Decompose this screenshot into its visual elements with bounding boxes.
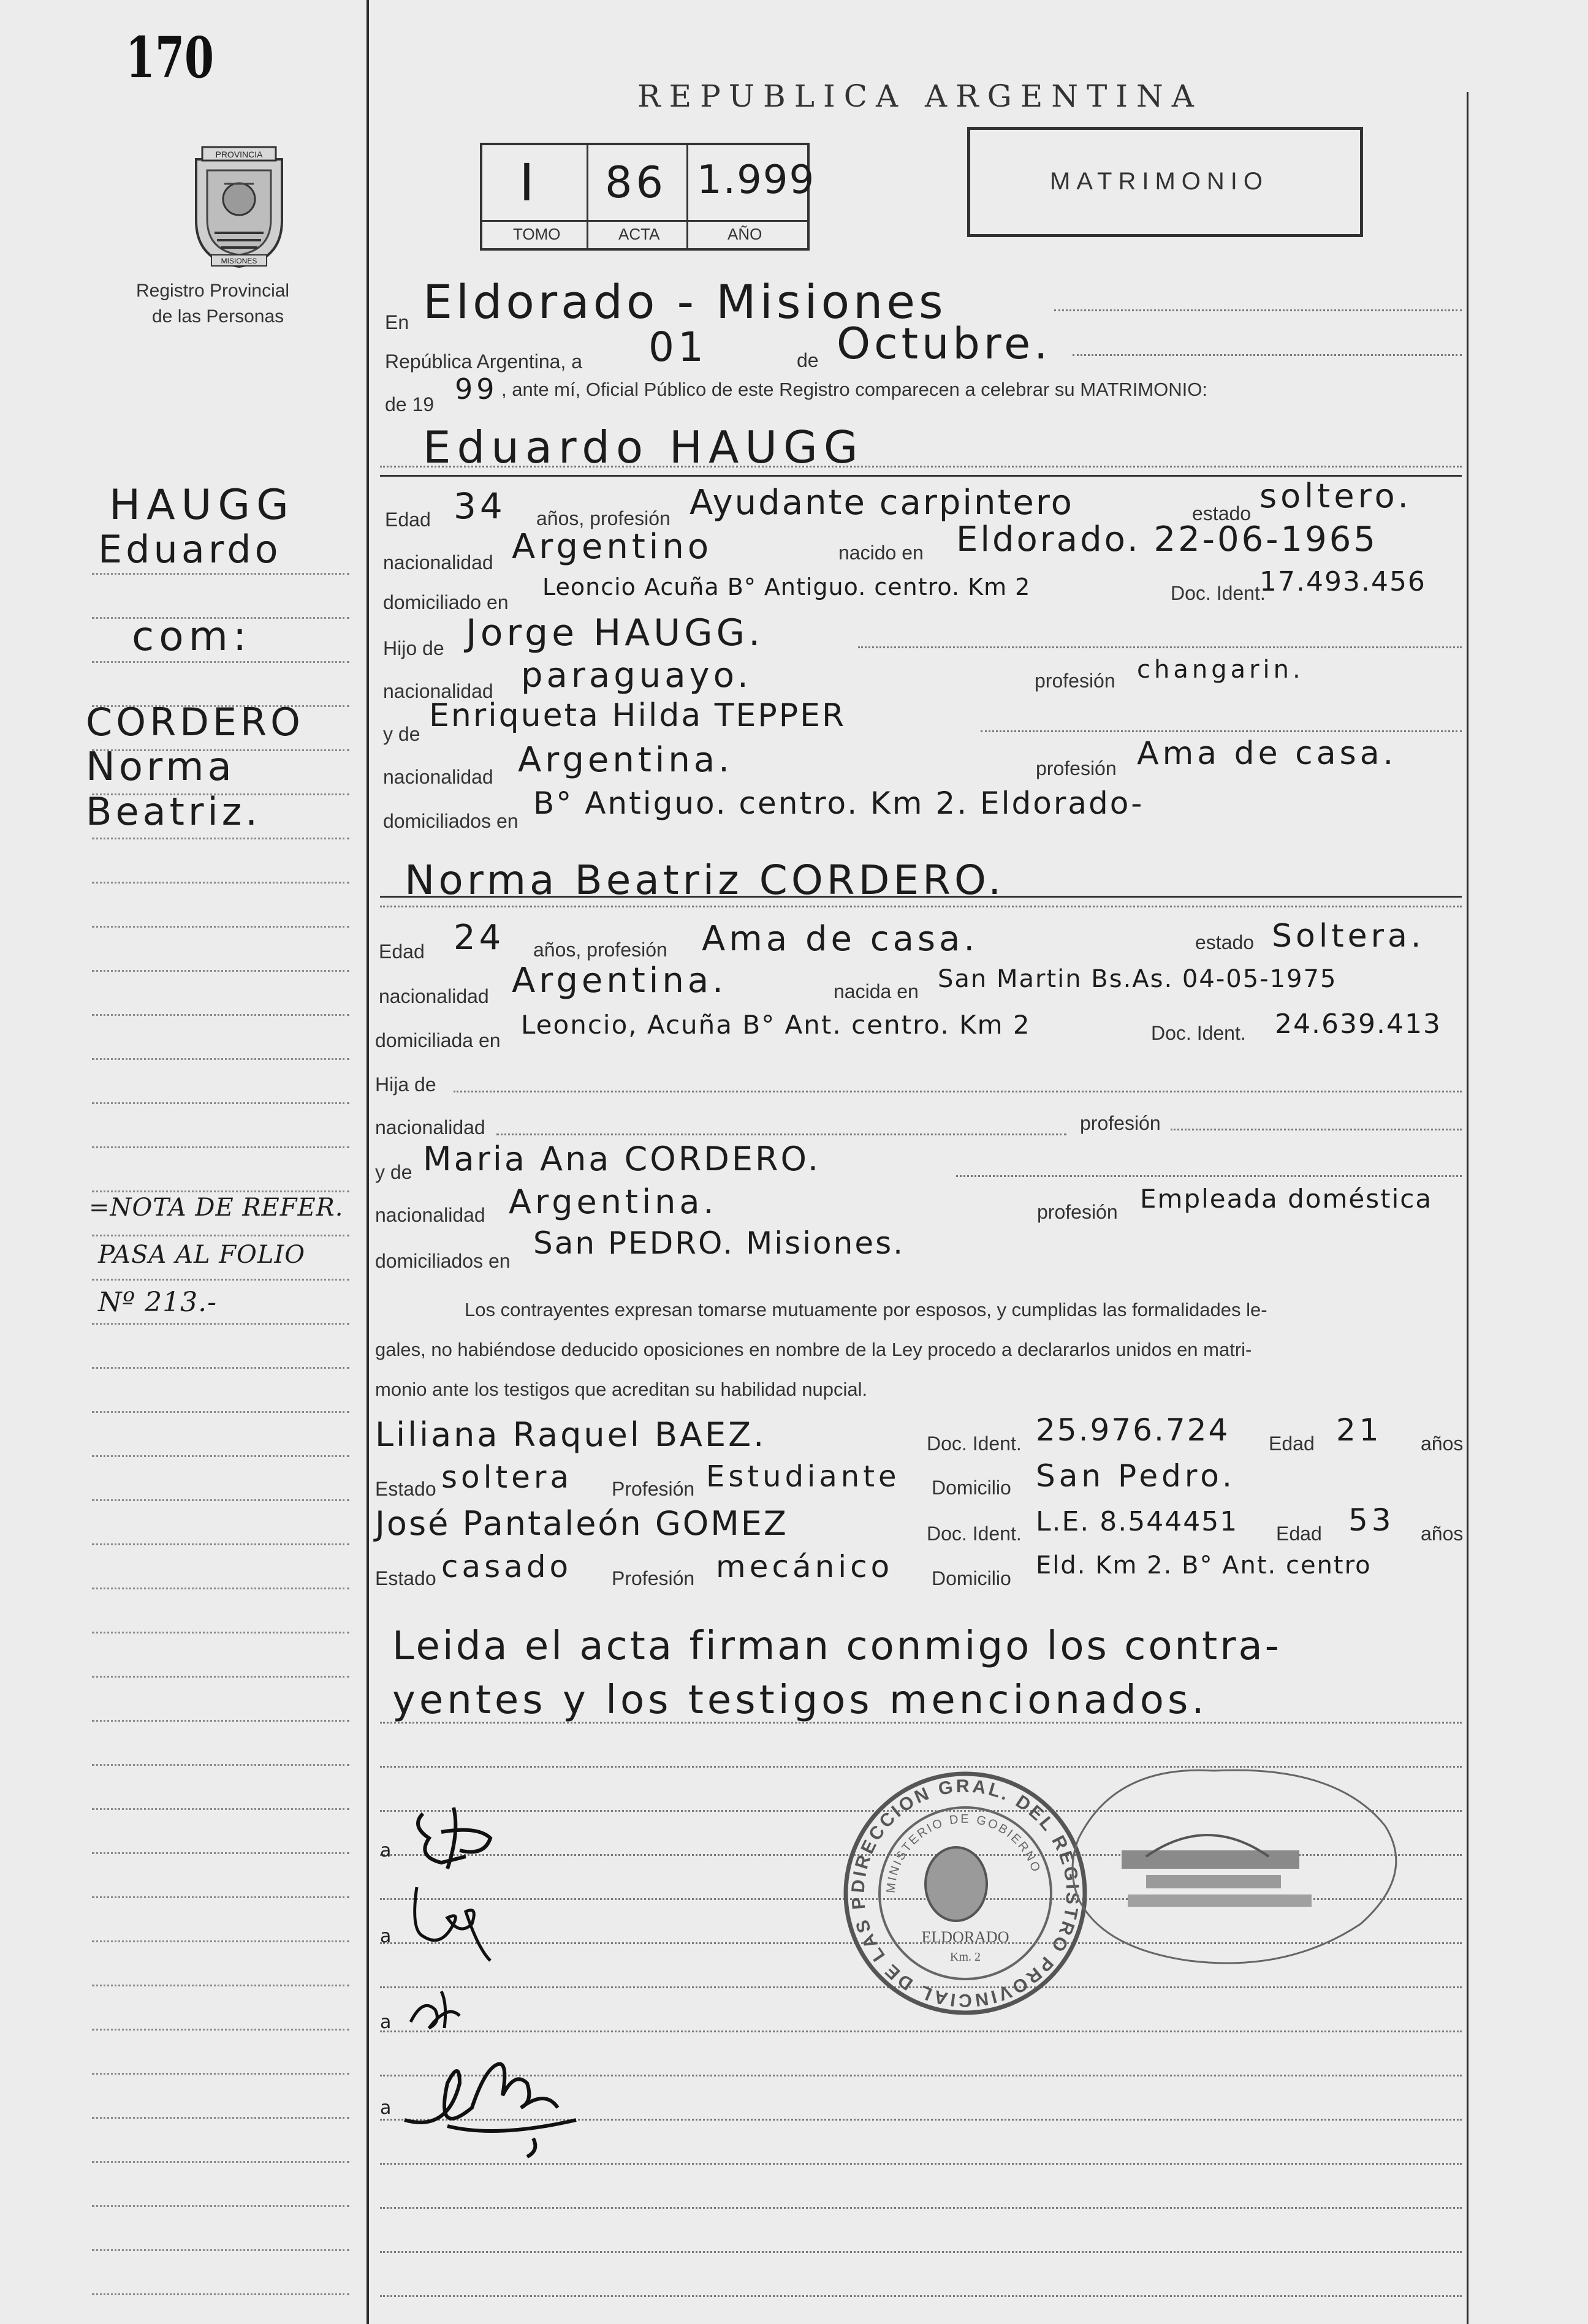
bride-age: 24 bbox=[454, 918, 505, 958]
margin-rule-line bbox=[92, 2117, 349, 2119]
margin-rule-line bbox=[92, 1896, 349, 1898]
groom-mother-label: y de bbox=[383, 723, 420, 745]
act-type-label: MATRIMONIO bbox=[1050, 168, 1269, 195]
stamp-center-sub: Km. 2 bbox=[950, 1950, 981, 1964]
svg-text:a: a bbox=[380, 1926, 392, 1947]
bride-mother-prof: Empleada doméstica bbox=[1140, 1184, 1433, 1214]
body-rule-line bbox=[380, 2207, 1462, 2209]
groom-nationality: Argentino bbox=[512, 527, 713, 567]
margin-rule-line bbox=[92, 926, 349, 928]
place-value: Eldorado - Misiones bbox=[423, 274, 947, 329]
seal-text-bottom: MISIONES bbox=[221, 257, 257, 265]
margin-rule-line bbox=[92, 1102, 349, 1104]
acta-label: ACTA bbox=[618, 225, 660, 243]
en-label: En bbox=[385, 311, 409, 333]
official-stamp bbox=[840, 1768, 1091, 2019]
bride-parents-dom-label: domiciliados en bbox=[375, 1250, 511, 1272]
margin-rule-line bbox=[92, 970, 349, 972]
margin-rule-line bbox=[92, 2249, 349, 2251]
body-rule-line bbox=[380, 2031, 1462, 2032]
margin-rule-line bbox=[92, 1852, 349, 1854]
act-type-box bbox=[967, 127, 1363, 237]
margin-rule-line bbox=[92, 1588, 349, 1589]
svg-text:a: a bbox=[380, 2012, 392, 2033]
signature-2 bbox=[374, 1875, 533, 1973]
bride-address: Leoncio, Acuña B° Ant. centro. Km 2 bbox=[521, 1010, 1031, 1040]
body-rule-line bbox=[380, 2251, 1462, 2253]
margin-note-line1: =NOTA DE REFER. bbox=[89, 1194, 344, 1222]
closing-line2: yentes y los testigos mencionados. bbox=[392, 1678, 1208, 1723]
witness2-anos-label: años bbox=[1421, 1523, 1464, 1545]
body-rule-line bbox=[380, 1722, 1462, 1724]
groom-nacido-label: nacido en bbox=[838, 542, 924, 564]
margin-rule-line bbox=[92, 1632, 349, 1633]
volume-table bbox=[480, 143, 816, 251]
margin-spouse-name2: Beatriz. bbox=[86, 789, 261, 834]
witness1-doc: 25.976.724 bbox=[1036, 1412, 1230, 1448]
month-value: Octubre. bbox=[837, 319, 1052, 369]
margin-rule-line bbox=[92, 793, 349, 795]
witness2-estado-label: Estado bbox=[375, 1567, 436, 1589]
body-rule-line bbox=[380, 2295, 1462, 2297]
de-label: de bbox=[797, 349, 819, 371]
svg-text:a: a bbox=[380, 2097, 392, 2119]
groom-father-prof: changarin. bbox=[1137, 656, 1304, 684]
bride-dom-label: domiciliada en bbox=[375, 1029, 501, 1051]
witness1-estado-label: Estado bbox=[375, 1478, 436, 1500]
margin-rule-line bbox=[92, 1279, 349, 1281]
statement-line2: gales, no habiéndose deducido oposiciones en nombre de la Ley procedo a declararlos unidos en matri- bbox=[375, 1339, 1252, 1360]
bride-full-name: Norma Beatriz CORDERO. bbox=[405, 857, 1005, 904]
svg-text:a: a bbox=[380, 1840, 392, 1861]
margin-rule-line bbox=[92, 838, 349, 839]
witness2-edad-label: Edad bbox=[1276, 1523, 1322, 1545]
margin-rule-line bbox=[92, 1764, 349, 1766]
groom-address: Leoncio Acuña B° Antiguo. centro. Km 2 bbox=[542, 573, 1031, 600]
groom-edad-label: Edad bbox=[385, 509, 431, 531]
groom-nac-label: nacionalidad bbox=[383, 551, 493, 573]
registry-name-line1: Registro Provincial bbox=[136, 281, 290, 301]
witness2-estado: casado bbox=[441, 1549, 572, 1584]
bride-edad-label: Edad bbox=[379, 941, 425, 963]
margin-surname: HAUGG bbox=[109, 481, 295, 529]
groom-father: Jorge HAUGG. bbox=[466, 611, 764, 654]
margin-rule-line bbox=[92, 1323, 349, 1325]
margin-rule-line bbox=[92, 749, 349, 751]
margin-rule-line bbox=[92, 1808, 349, 1810]
tomo-value: I bbox=[519, 153, 538, 213]
witness2-age: 53 bbox=[1348, 1502, 1395, 1538]
stamp-ring-text: DIRECCION GRAL. DEL REGISTRO PROVINCIAL DE LAS P bbox=[848, 1776, 1083, 2011]
groom-father-nat-label: nacionalidad bbox=[383, 680, 493, 702]
bride-mother-nat-label: nacionalidad bbox=[375, 1204, 485, 1226]
bride-nationality: Argentina. bbox=[512, 961, 727, 1001]
bride-parents-dom: San PEDRO. Misiones. bbox=[533, 1225, 905, 1261]
margin-note-line3: Nº 213.- bbox=[98, 1287, 218, 1318]
bride-birth: San Martin Bs.As. 04-05-1975 bbox=[938, 965, 1337, 993]
margin-rule-line bbox=[92, 1146, 349, 1148]
republic-date-label: República Argentina, a bbox=[385, 350, 582, 373]
margin-rule-line bbox=[92, 2205, 349, 2207]
right-margin-line bbox=[1467, 92, 1468, 2324]
groom-estado: soltero. bbox=[1259, 477, 1412, 515]
groom-parents-dom-label: domiciliados en bbox=[383, 810, 519, 832]
margin-spouse-name1: Norma bbox=[86, 744, 235, 790]
margin-rule-line bbox=[92, 1676, 349, 1678]
page-number: 170 bbox=[126, 25, 215, 91]
bride-mother-nat: Argentina. bbox=[509, 1183, 718, 1221]
day-value: 01 bbox=[648, 324, 707, 371]
margin-note-line2: PASA AL FOLIO bbox=[98, 1241, 305, 1269]
witness2-doc: L.E. 8.544451 bbox=[1036, 1506, 1239, 1537]
witness1-prof-label: Profesión bbox=[612, 1478, 695, 1500]
groom-mother-nat-label: nacionalidad bbox=[383, 766, 493, 788]
margin-rule-line bbox=[92, 2029, 349, 2031]
bride-mother-label: y de bbox=[375, 1161, 412, 1183]
groom-father-label: Hijo de bbox=[383, 637, 444, 659]
bride-father-nat-label: nacionalidad bbox=[375, 1116, 485, 1138]
seal-text-top: PROVINCIA bbox=[215, 150, 263, 159]
bride-estado-label: estado bbox=[1195, 931, 1255, 953]
groom-mother-prof-label: profesión bbox=[1036, 757, 1117, 779]
margin-rule-line bbox=[92, 1720, 349, 1722]
margin-rule-line bbox=[92, 1543, 349, 1545]
groom-birth: Eldorado. 22-06-1965 bbox=[956, 520, 1378, 559]
margin-name: Eduardo bbox=[98, 527, 282, 572]
groom-father-nat: paraguayo. bbox=[521, 656, 752, 695]
margin-rule-line bbox=[92, 1455, 349, 1457]
witness1-estado: soltera bbox=[441, 1459, 573, 1495]
witness2-name: José Pantaleón GOMEZ bbox=[375, 1504, 788, 1543]
signature-3 bbox=[374, 1973, 533, 2046]
witness2-doc-label: Doc. Ident. bbox=[927, 1523, 1022, 1545]
margin-rule-line bbox=[92, 1058, 349, 1060]
year-prefix: de 19 bbox=[385, 393, 435, 415]
groom-mother-prof: Ama de casa. bbox=[1137, 735, 1397, 772]
margin-rule-line bbox=[92, 1367, 349, 1369]
anio-label: AÑO bbox=[728, 225, 762, 243]
witness1-dom-label: Domicilio bbox=[932, 1477, 1011, 1499]
groom-profession: Ayudante carpintero bbox=[690, 483, 1074, 523]
year-suffix: 99 bbox=[455, 373, 498, 406]
bride-mother-prof-label: profesión bbox=[1037, 1201, 1118, 1223]
bride-father-prof-label: profesión bbox=[1080, 1112, 1161, 1134]
margin-spouse-surname: CORDERO bbox=[86, 700, 304, 744]
bride-doc-label: Doc. Ident. bbox=[1151, 1022, 1246, 1044]
witness1-name: Liliana Raquel BAEZ. bbox=[375, 1415, 767, 1454]
margin-rule-line bbox=[92, 617, 349, 619]
groom-parents-dom: B° Antiguo. centro. Km 2. Eldorado- bbox=[533, 785, 1144, 821]
anio-value: 1.999 bbox=[697, 157, 816, 203]
groom-estado-label: estado bbox=[1192, 502, 1252, 524]
margin-rule-line bbox=[92, 1190, 349, 1192]
witness1-doc-label: Doc. Ident. bbox=[927, 1433, 1022, 1455]
witness1-age: 21 bbox=[1336, 1412, 1383, 1448]
bride-estado: Soltera. bbox=[1272, 918, 1425, 955]
acta-value: 86 bbox=[605, 157, 667, 208]
signature-1 bbox=[374, 1789, 533, 1881]
margin-rule-line bbox=[92, 1014, 349, 1016]
margin-rule-line bbox=[92, 2161, 349, 2163]
margin-rule-line bbox=[92, 1235, 349, 1236]
groom-doc: 17.493.456 bbox=[1259, 566, 1426, 597]
groom-dom-label: domiciliado en bbox=[383, 591, 509, 613]
official-signature-stamp bbox=[1054, 1752, 1422, 1979]
province-seal-icon bbox=[178, 141, 300, 270]
bride-nacida-label: nacida en bbox=[834, 980, 919, 1002]
groom-anos-label: años, profesión bbox=[536, 507, 671, 529]
witness1-edad-label: Edad bbox=[1269, 1433, 1315, 1455]
groom-doc-label: Doc. Ident. bbox=[1171, 582, 1266, 604]
witness2-domicile: Eld. Km 2. B° Ant. centro bbox=[1036, 1551, 1372, 1580]
margin-rule-line bbox=[92, 1940, 349, 1942]
bride-doc: 24.639.413 bbox=[1275, 1009, 1442, 1040]
margin-rule-line bbox=[92, 2293, 349, 2295]
witness2-prof-label: Profesión bbox=[612, 1567, 695, 1589]
bride-nac-label: nacionalidad bbox=[379, 985, 489, 1007]
groom-mother-nat: Argentina. bbox=[518, 740, 733, 780]
witness1-anos-label: años bbox=[1421, 1433, 1464, 1455]
intro-text: , ante mí, Oficial Público de este Registro comparecen a celebrar su MATRIMONIO: bbox=[501, 379, 1208, 400]
bride-father-label: Hija de bbox=[375, 1073, 436, 1096]
bride-mother: Maria Ana CORDERO. bbox=[423, 1140, 821, 1178]
margin-rule-line bbox=[92, 882, 349, 884]
republic-heading: REPUBLICA ARGENTINA bbox=[637, 78, 1202, 114]
groom-full-name: Eduardo HAUGG bbox=[423, 422, 864, 473]
witness1-domicile: San Pedro. bbox=[1036, 1458, 1236, 1494]
tomo-label: TOMO bbox=[513, 225, 561, 243]
margin-rule-line bbox=[92, 1499, 349, 1501]
groom-mother: Enriqueta Hilda TEPPER bbox=[429, 697, 846, 734]
margin-rule-line bbox=[92, 661, 349, 663]
groom-age: 34 bbox=[454, 485, 506, 527]
margin-rule-line bbox=[92, 573, 349, 575]
groom-father-prof-label: profesión bbox=[1035, 670, 1115, 692]
signature-4 bbox=[374, 2046, 607, 2169]
closing-line1: Leida el acta firman conmigo los contra- bbox=[392, 1624, 1282, 1669]
margin-con: com: bbox=[132, 613, 252, 660]
bride-anos-label: años, profesión bbox=[533, 939, 667, 961]
witness1-profession: Estudiante bbox=[706, 1459, 900, 1494]
margin-rule-line bbox=[92, 705, 349, 707]
stamp-center-text: ELDORADO bbox=[921, 1928, 1009, 1946]
left-margin-line bbox=[367, 0, 369, 2324]
registry-name-line2: de las Personas bbox=[152, 306, 284, 327]
margin-rule-line bbox=[92, 1985, 349, 1986]
margin-rule-line bbox=[92, 2073, 349, 2075]
margin-rule-line bbox=[92, 1411, 349, 1413]
witness2-profession: mecánico bbox=[716, 1549, 894, 1584]
statement-line1: Los contrayentes expresan tomarse mutuamente por esposos, y cumplidas las formalidades le- bbox=[465, 1299, 1267, 1320]
stamp-inner-text: MINISTERIO DE GOBIERNO bbox=[884, 1812, 1044, 1894]
statement-line3: monio ante los testigos que acreditan su habilidad nupcial. bbox=[375, 1379, 868, 1400]
bride-profession: Ama de casa. bbox=[702, 919, 979, 959]
witness2-dom-label: Domicilio bbox=[932, 1567, 1011, 1589]
